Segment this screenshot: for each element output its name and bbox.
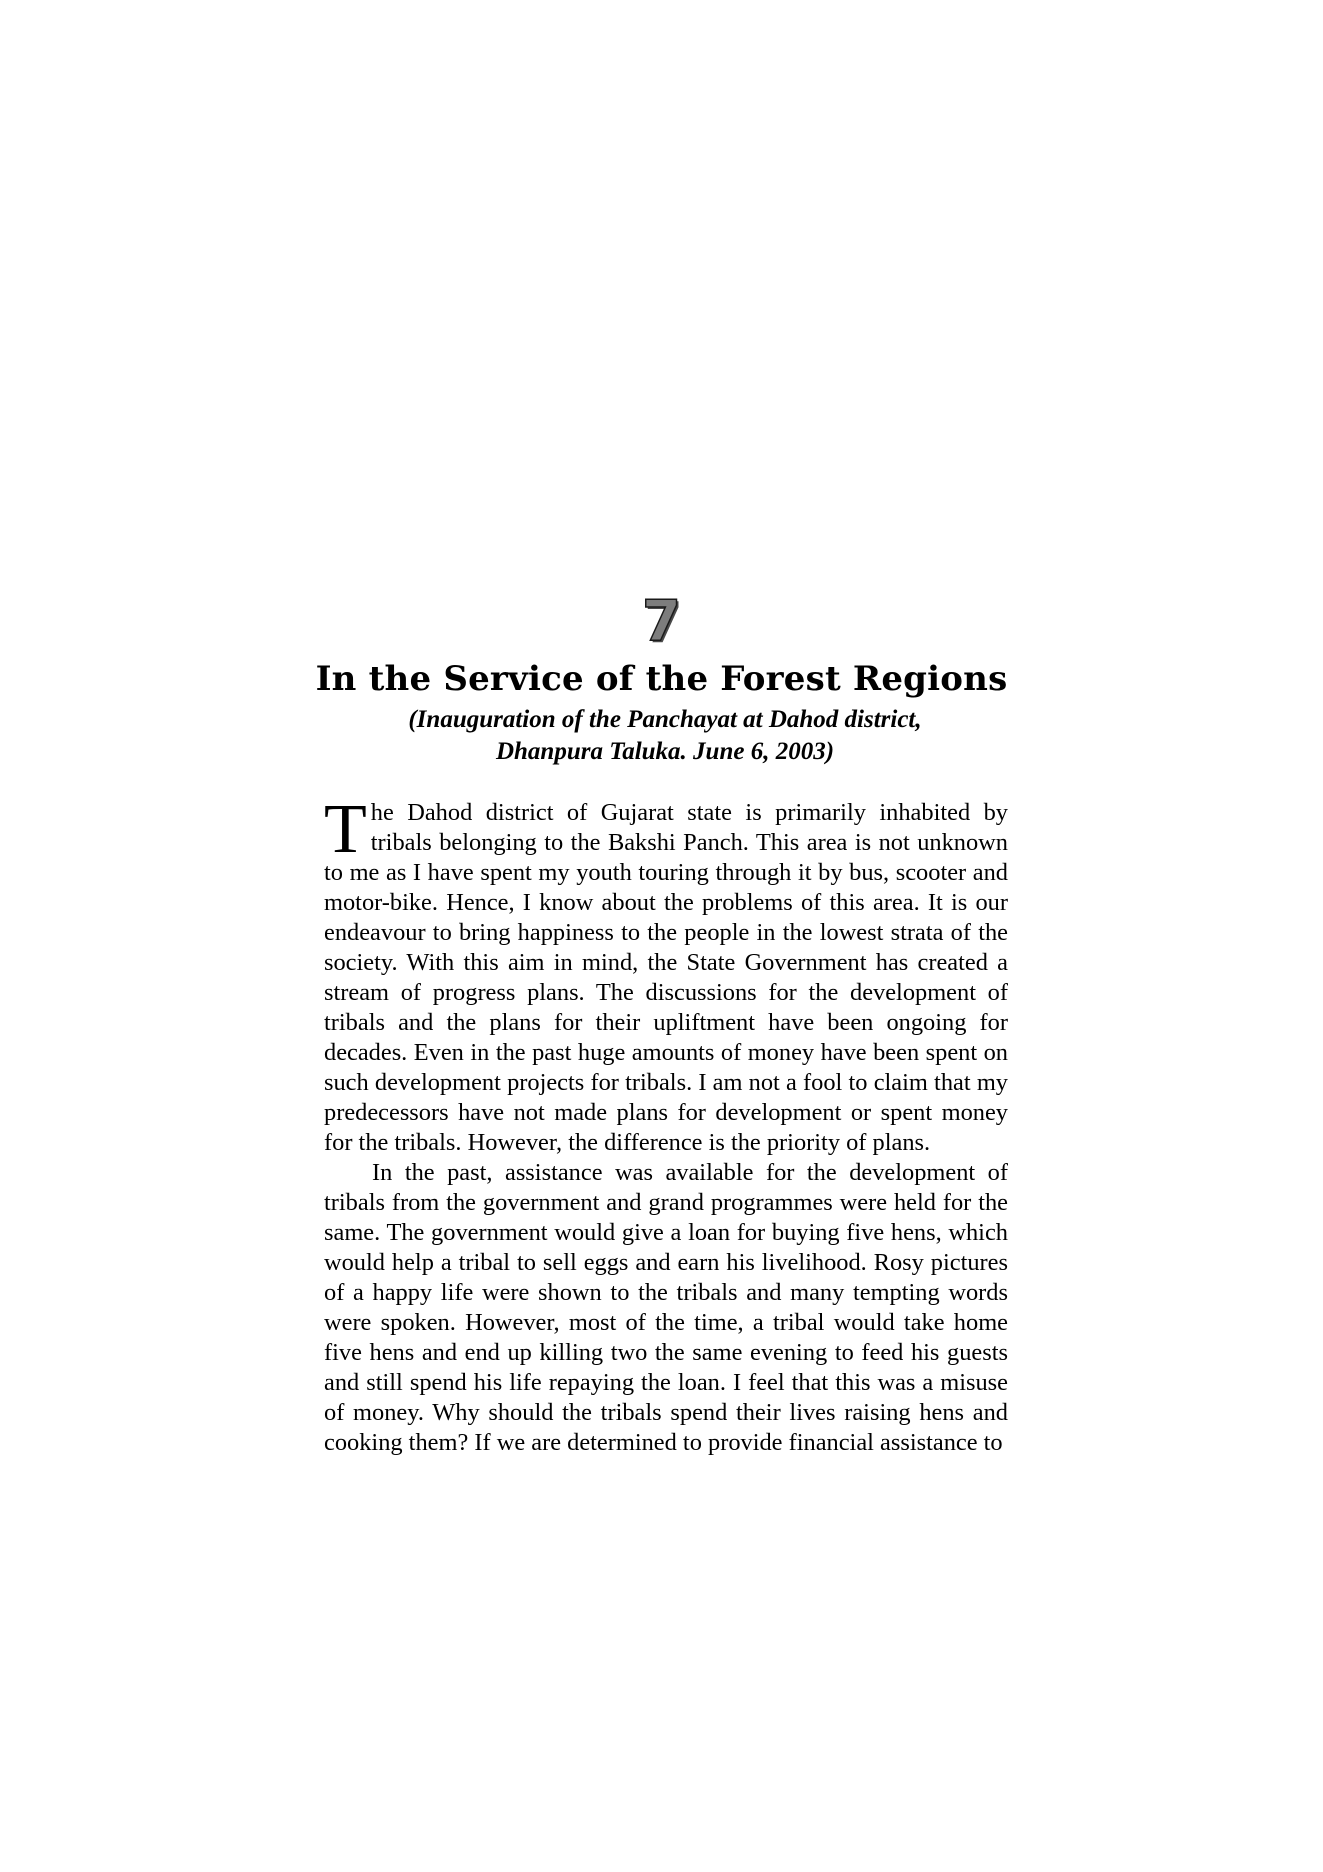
chapter-title: In the Service of the Forest Regions	[315, 659, 1008, 699]
chapter-subtitle	[330, 704, 1000, 768]
chapter-subtitle-line-1: (Inauguration of the Panchayat at Dahod district,	[408, 706, 922, 733]
chapter-number: 7	[642, 589, 681, 654]
paragraph-1-text: he Dahod district of Gujarat state is primarily inhabited by tribals belonging to the Bakshi Panch. This area is not unknown to me as I have spent my youth touring through it by bus, scooter and motor-bike. Hence, I know about the problems of this area. It is our endeavour to bring happiness to the people in the lowest strata of the society. With this aim in mind, the State Government has created a stream of progress plans. The discussions for the development of tribals and the plans for their upliftment have been ongoing for decades. Even in the past huge amounts of money have been spent on such development projects for tribals. I am not a fool to claim that my predecessors have not made plans for development or spent money for the tribals. However, the difference is the priority of plans.	[324, 799, 1008, 1156]
drop-cap: T	[324, 791, 367, 868]
body-text	[324, 791, 1008, 1458]
paragraph-2: In the past, assistance was available for the development of tribals from the government and grand programmes were held for the same. The government would give a loan for buying five hens, which would help a tribal to sell eggs and earn his livelihood. Rosy pictures of a happy life were shown to the tribals and many tempting words were spoken. However, most of the time, a tribal would take home five hens and end up killing two the same evening to feed his guests and still spend his life repaying the loan. I feel that this was a misuse of money. Why should the tribals spend their lives raising hens and cooking them? If we are determined to provide financial assistance to	[324, 1159, 1008, 1456]
chapter-subtitle-line-2: Dhanpura Taluka. June 6, 2003)	[495, 738, 835, 765]
paragraph-1	[324, 791, 1008, 1158]
